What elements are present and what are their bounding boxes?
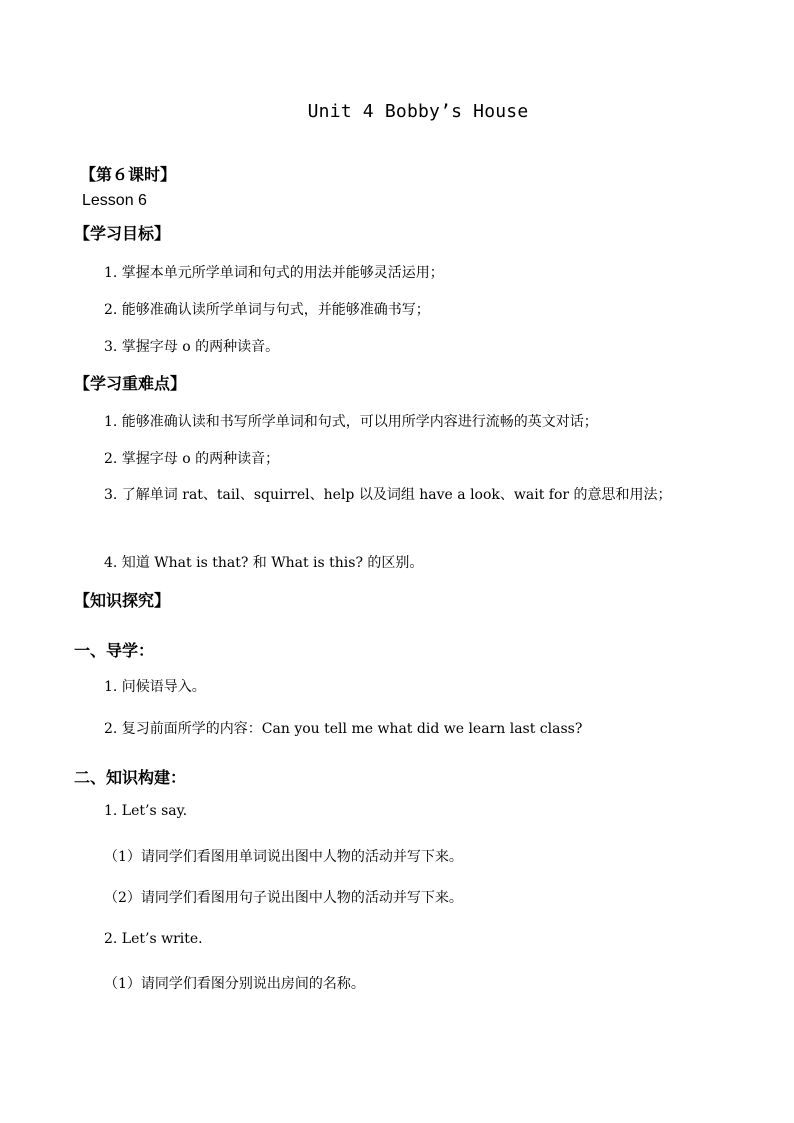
part2-item: （1）请同学们看图用单词说出图中人物的活动并写下来。 — [104, 849, 463, 865]
explore-heading: 【知识探究】 — [74, 591, 171, 610]
part2-item: 1. Let’s say. — [104, 803, 188, 819]
objectives-heading: 【学习目标】 — [74, 224, 171, 243]
key-point-item: 2. 掌握字母 o 的两种读音； — [104, 451, 280, 467]
part1-item: 2. 复习前面所学的内容：Can you tell me what did we learn last class? — [104, 721, 583, 737]
part2-heading: 二、知识构建： — [74, 768, 187, 787]
key-point-item: 4. 知道 What is that? 和 What is this? 的区别。 — [104, 555, 424, 571]
key-point-item: 1. 能够准确认读和书写所学单词和句式，可以用所学内容进行流畅的英文对话； — [104, 414, 598, 430]
part2-item: （1）请同学们看图分别说出房间的名称。 — [104, 976, 365, 992]
key-point-item: 3. 了解单词 rat、tail、squirrel、help 以及词组 have a look、wait for 的意思和用法； — [104, 487, 672, 503]
part2-item: （2）请同学们看图用句子说出图中人物的活动并写下来。 — [104, 890, 463, 906]
part1-item: 1. 问候语导入。 — [104, 679, 206, 695]
objective-item: 3. 掌握字母 o 的两种读音。 — [104, 339, 280, 355]
key-points-heading: 【学习重难点】 — [74, 374, 187, 393]
part2-item: 2. Let’s write. — [104, 931, 203, 947]
lesson-tag: 【第６课时】 — [80, 165, 177, 184]
objective-item: 1. 掌握本单元所学单词和句式的用法并能够灵活运用； — [104, 265, 444, 281]
part1-heading: 一、导学： — [74, 641, 155, 660]
lesson-name: Lesson 6 — [82, 192, 147, 209]
objective-item: 2. 能够准确认读所学单词与句式，并能够准确书写； — [104, 302, 430, 318]
document-title: Unit 4 Bobby’s House — [307, 101, 529, 122]
